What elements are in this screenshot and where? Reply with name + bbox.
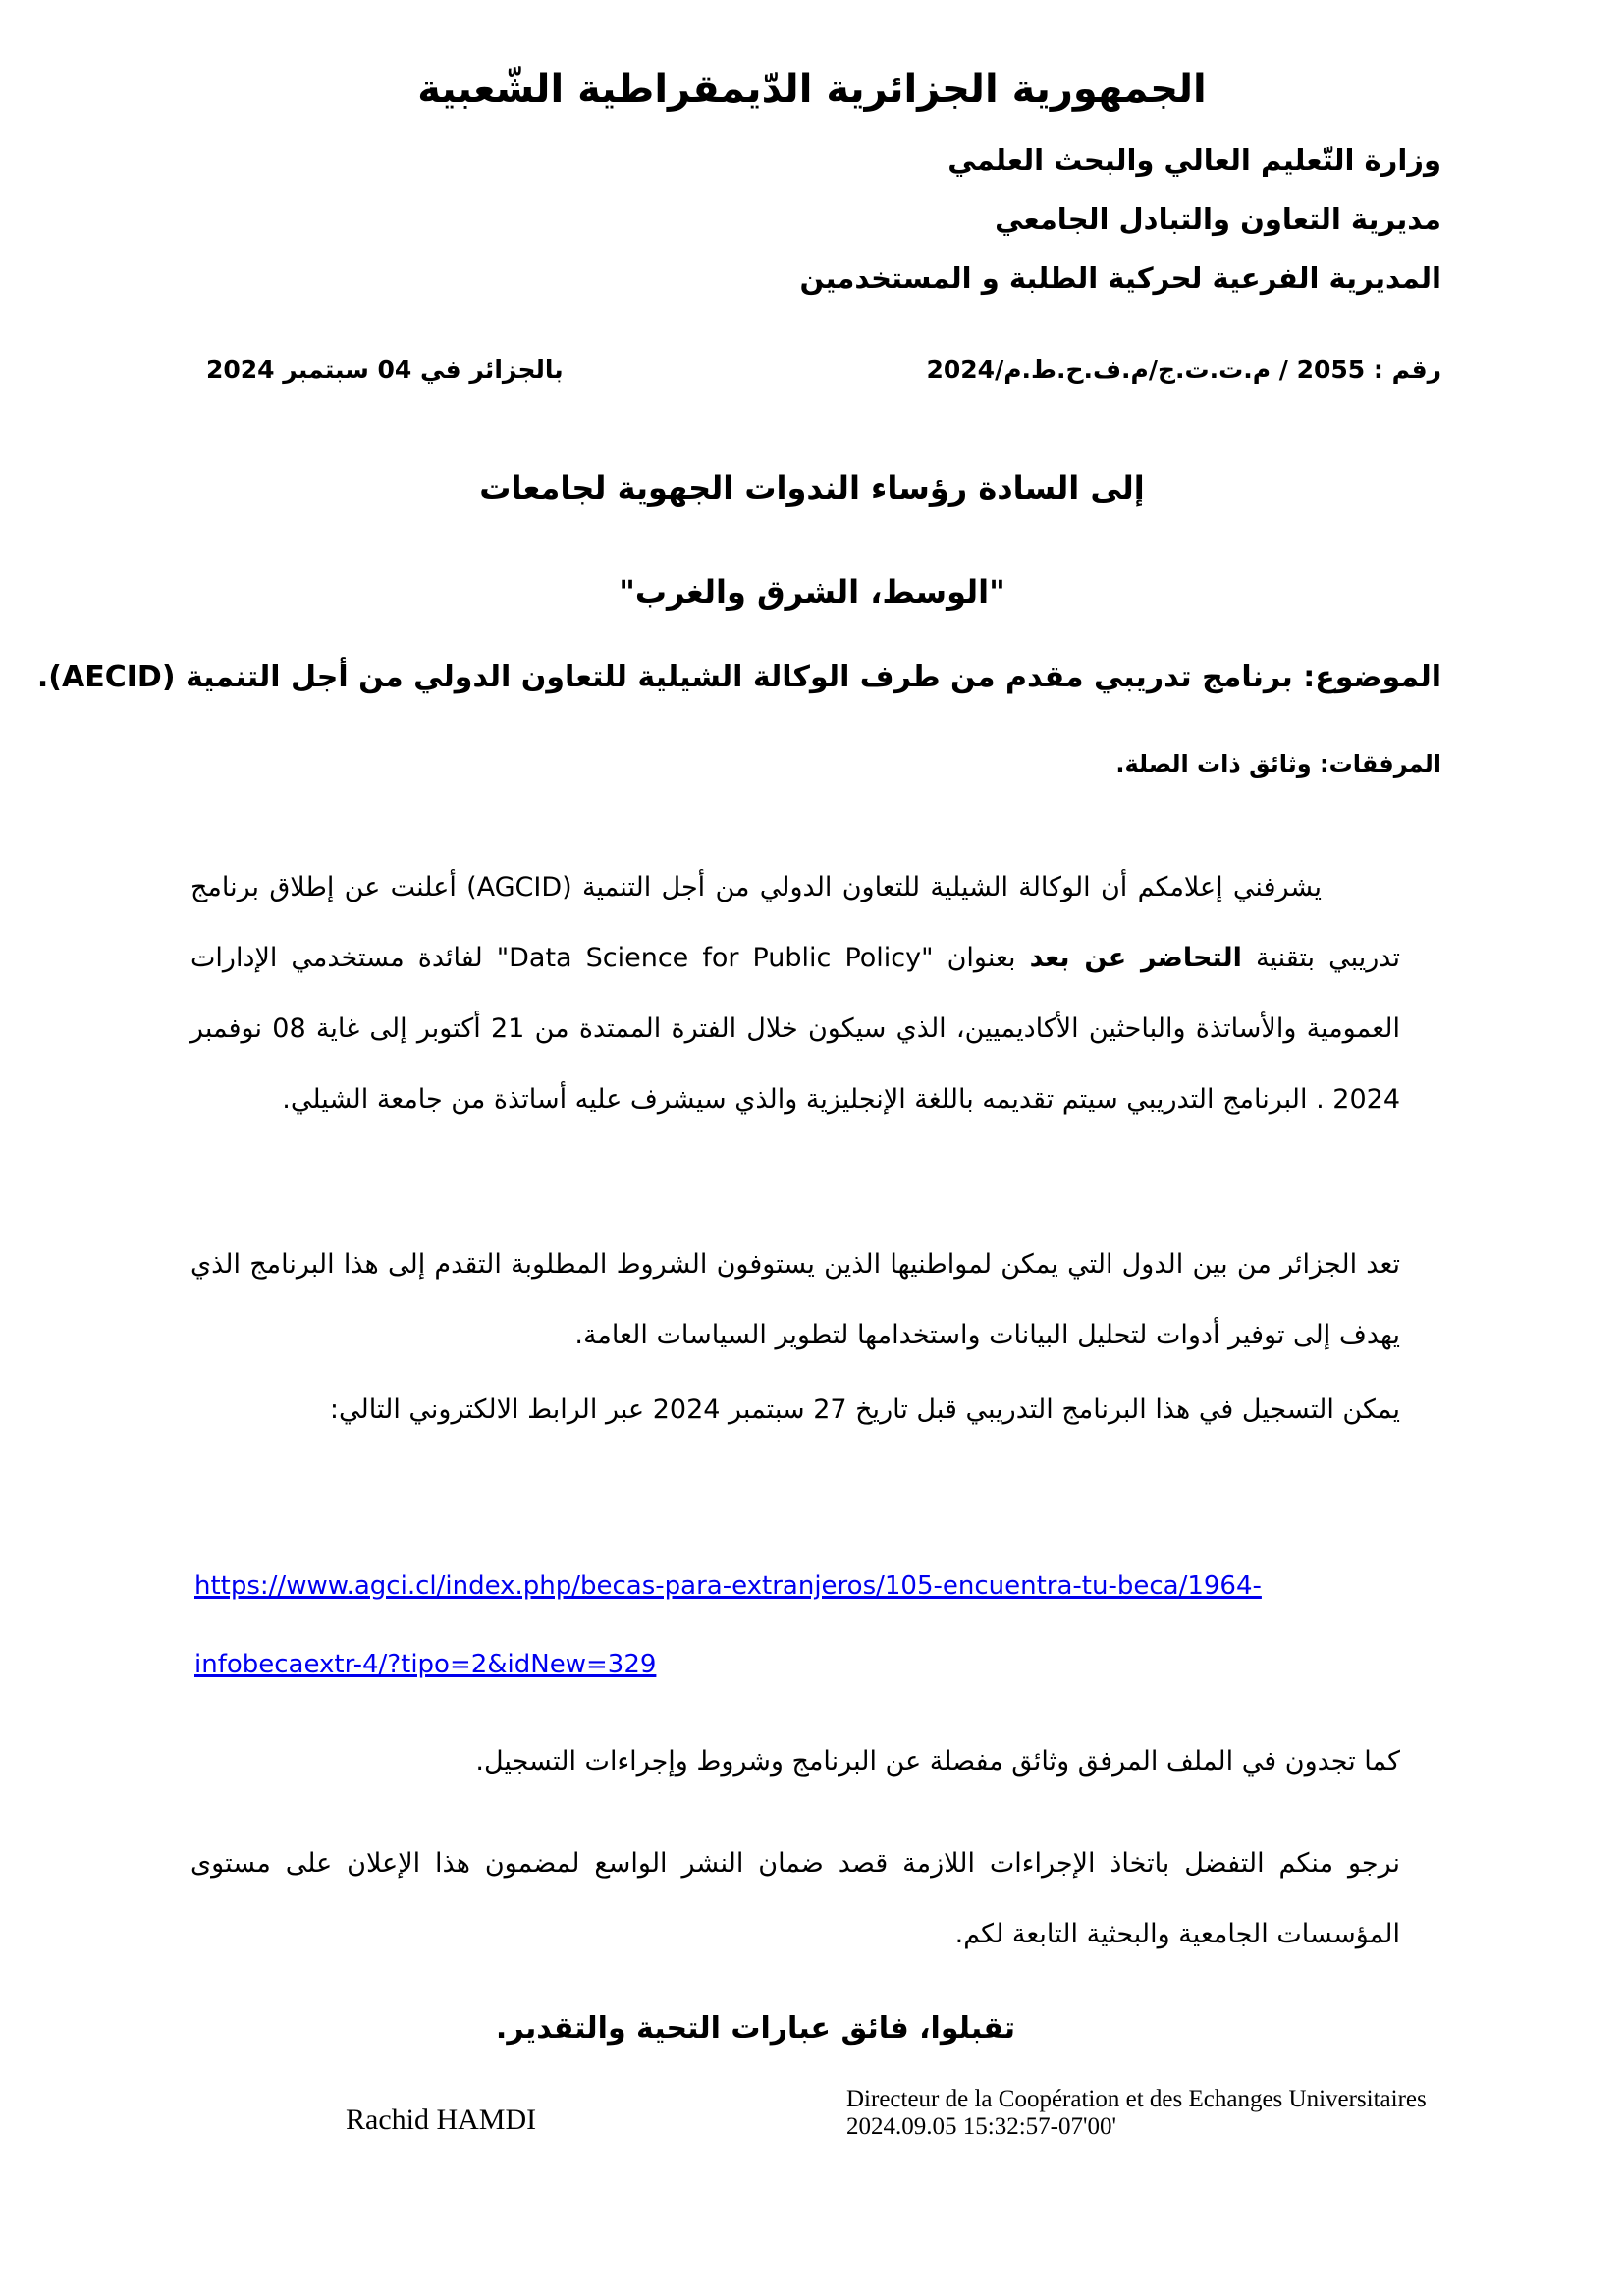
paragraph-attached-docs: كما تجدون في الملف المرفق وثائق مفصلة عن البرنامج وشروط وإجراءات التسجيل. [475, 1746, 1400, 1777]
signatory-title: Directeur de la Coopération et des Echanges Universitaires [846, 2086, 1427, 2112]
paragraph-eligibility: تعد الجزائر من بين الدول التي يمكن لمواطنيها الذين يستوفون الشروط المطلوبة التقدم إلى هذا البرنامج الذي يهدف إلى توفير أدوات لتحليل البيانات واستخدامها لتطوير السياسات العامة. [190, 1249, 1400, 1350]
place-date: بالجزائر في 04 سبتمبر 2024 [206, 355, 564, 384]
subject-label: الموضوع: [1303, 660, 1441, 694]
paragraph-request: نرجو منكم التفضل باتخاذ الإجراءات اللازمة قصد ضمان النشر الواسع لمضمون هذا الإعلان على مستوى المؤسسات الجامعية والبحثية التابعة لكم. [190, 1848, 1400, 1949]
ministry-name: وزارة التّعليم العالي والبحث العلمي [947, 143, 1441, 177]
registration-link-continued[interactable]: infobecaextr-4/?tipo=2&idNew=329 [194, 1650, 657, 1679]
addressee-line-1: إلى السادة رؤساء الندوات الجهوية لجامعات [479, 469, 1145, 507]
closing-salutation: تقبلوا، فائق عبارات التحية والتقدير. [495, 2011, 1015, 2046]
republic-title: الجمهورية الجزائرية الدّيمقراطية الشّعبية [417, 67, 1207, 112]
signatory-name: Rachid HAMDI [346, 2104, 537, 2136]
directorate-name: مديرية التعاون والتبادل الجامعي [995, 202, 1441, 236]
paragraph-registration: يمكن التسجيل في هذا البرنامج التدريبي قبل تاريخ 27 سبتمبر 2024 عبر الرابط الالكتروني التالي: [329, 1394, 1400, 1425]
paragraph-text: بعنوان "Data Science for Public Policy" لفائدة مستخدمي الإدارات العمومية والأساتذة والباحثين الأكاديميين، الذي سيكون خلال الفترة الممتدة من 21 أكتوبر إلى غاية 08 نوفمبر 2024 . البرنامج التدريبي سيتم تقديمه باللغة الإنجليزية والذي سيشرف عليه أساتذة من جامعة الشيلي. [190, 943, 1400, 1115]
paragraph-text: يشرفني إعلامكم أن الوكالة الشيلية للتعاون الدولي من أجل التنمية (AGCID) أعلنت عن إطلاق برنامج تدريبي بتقنية [190, 872, 1400, 973]
sub-directorate-name: المديرية الفرعية لحركية الطلبة و المستخدمين [799, 261, 1441, 295]
attachments-text: وثائق ذات الصلة. [1115, 750, 1321, 778]
digital-signature-block [846, 2086, 1427, 2141]
reference-number: رقم : 2055 / م.ت.ت.ج/م.ف.ح.ط.م/2024 [926, 355, 1441, 384]
subject-line [37, 660, 1441, 694]
registration-link[interactable]: https://www.agci.cl/index.php/becas-para-extranjeros/105-encuentra-tu-beca/1964- [194, 1571, 1262, 1601]
attachments-line [1115, 750, 1441, 778]
paragraph-announcement [190, 852, 1400, 1135]
attachments-label: المرفقات: [1320, 750, 1441, 778]
addressee-line-2: "الوسط، الشرق والغرب" [619, 574, 1005, 611]
emphasis-remote-learning: التحاضر عن بعد [1029, 943, 1242, 973]
subject-text: برنامج تدريبي مقدم من طرف الوكالة الشيلية للتعاون الدولي من أجل التنمية (AECID). [36, 660, 1304, 694]
signature-timestamp: 2024.09.05 15:32:57-07'00' [846, 2113, 1116, 2140]
